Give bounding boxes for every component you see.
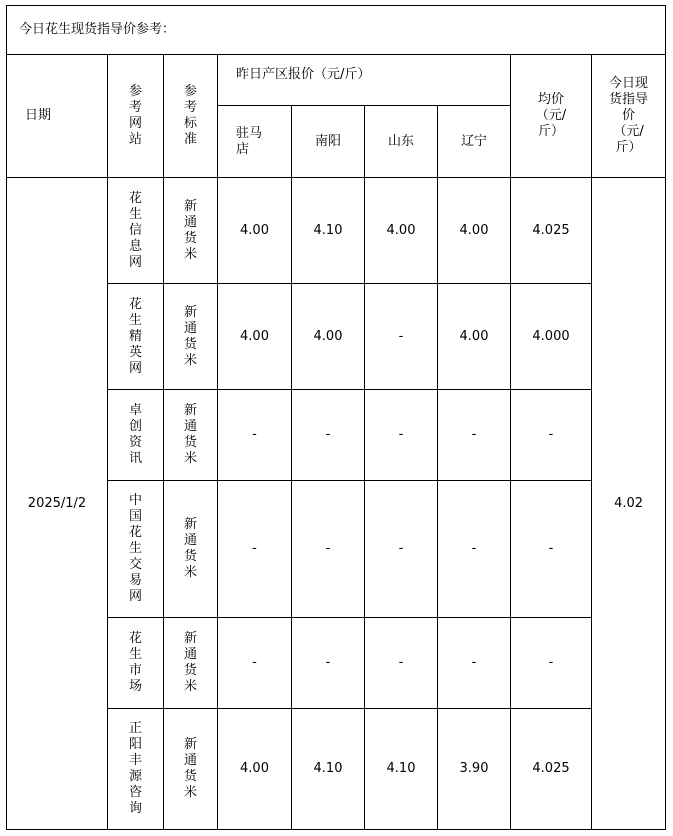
price-cell: - — [218, 618, 292, 709]
price-cell: - — [365, 481, 438, 618]
guide-price-cell: 4.02 — [592, 178, 666, 830]
price-cell: 4.00 — [218, 709, 292, 830]
price-cell: - — [292, 390, 365, 481]
price-cell: - — [218, 390, 292, 481]
price-cell: - — [438, 390, 511, 481]
price-cell: - — [292, 481, 365, 618]
header-yesterday-group: 昨日产区报价（元/斤） — [218, 55, 511, 106]
avg-cell: 4.025 — [511, 709, 592, 830]
table-title: 今日花生现货指导价参考： — [7, 6, 666, 55]
header-date: 日期 — [7, 55, 108, 178]
avg-cell: 4.025 — [511, 178, 592, 284]
site-cell — [108, 618, 164, 709]
header-standard-text: 参考标准 — [183, 84, 197, 147]
header-region-4: 辽宁 — [438, 106, 511, 178]
table-row — [7, 178, 666, 284]
avg-cell: 4.000 — [511, 284, 592, 390]
price-cell: 4.00 — [365, 178, 438, 284]
price-cell: - — [365, 618, 438, 709]
date-cell: 2025/1/2 — [7, 178, 108, 830]
standard-text: 新通货米 — [183, 198, 197, 262]
standard-cell — [164, 284, 218, 390]
price-cell: 4.00 — [218, 178, 292, 284]
header-region-2: 南阳 — [292, 106, 365, 178]
header-region-3: 山东 — [365, 106, 438, 178]
standard-text: 新通货米 — [183, 304, 197, 368]
site-text: 正阳丰源咨询 — [128, 721, 142, 816]
price-cell: - — [218, 481, 292, 618]
standard-text: 新通货米 — [183, 737, 197, 800]
standard-text: 新通货米 — [183, 517, 197, 580]
price-table — [6, 5, 666, 830]
site-cell — [108, 284, 164, 390]
standard-cell — [164, 178, 218, 284]
header-guide — [592, 55, 666, 178]
title-row — [7, 6, 666, 55]
price-cell: 4.00 — [218, 284, 292, 390]
price-cell: - — [438, 618, 511, 709]
price-cell: - — [292, 618, 365, 709]
header-site-text: 参考网站 — [128, 84, 142, 147]
standard-text: 新通货米 — [183, 403, 197, 466]
standard-cell — [164, 709, 218, 830]
price-cell: - — [438, 481, 511, 618]
avg-cell: - — [511, 390, 592, 481]
header-site — [108, 55, 164, 178]
site-text: 卓创资讯 — [128, 403, 142, 466]
price-cell: 4.00 — [438, 284, 511, 390]
site-cell — [108, 481, 164, 618]
header-region-1-text: 驻马店 — [236, 125, 263, 157]
price-cell: 4.10 — [365, 709, 438, 830]
price-cell: - — [365, 284, 438, 390]
header-standard — [164, 55, 218, 178]
site-text: 花生市场 — [128, 631, 142, 694]
price-cell: 4.10 — [292, 178, 365, 284]
price-cell: 4.00 — [438, 178, 511, 284]
site-text: 花生信息网 — [128, 190, 142, 270]
site-cell — [108, 178, 164, 284]
standard-text: 新通货米 — [183, 631, 197, 694]
price-cell: - — [365, 390, 438, 481]
price-cell: 3.90 — [438, 709, 511, 830]
header-guide-text: 今日现货指导价（元/斤） — [609, 76, 649, 155]
header-avg-text: 均价（元/斤） — [535, 92, 567, 139]
standard-cell — [164, 481, 218, 618]
avg-cell: - — [511, 618, 592, 709]
header-avg — [511, 55, 592, 178]
header-region-1 — [218, 106, 292, 178]
site-text: 花生精英网 — [128, 296, 142, 376]
standard-cell — [164, 618, 218, 709]
site-text: 中国花生交易网 — [128, 493, 142, 604]
avg-cell: - — [511, 481, 592, 618]
header-row-1 — [7, 55, 666, 106]
price-cell: 4.00 — [292, 284, 365, 390]
price-cell: 4.10 — [292, 709, 365, 830]
site-cell — [108, 709, 164, 830]
standard-cell — [164, 390, 218, 481]
site-cell — [108, 390, 164, 481]
